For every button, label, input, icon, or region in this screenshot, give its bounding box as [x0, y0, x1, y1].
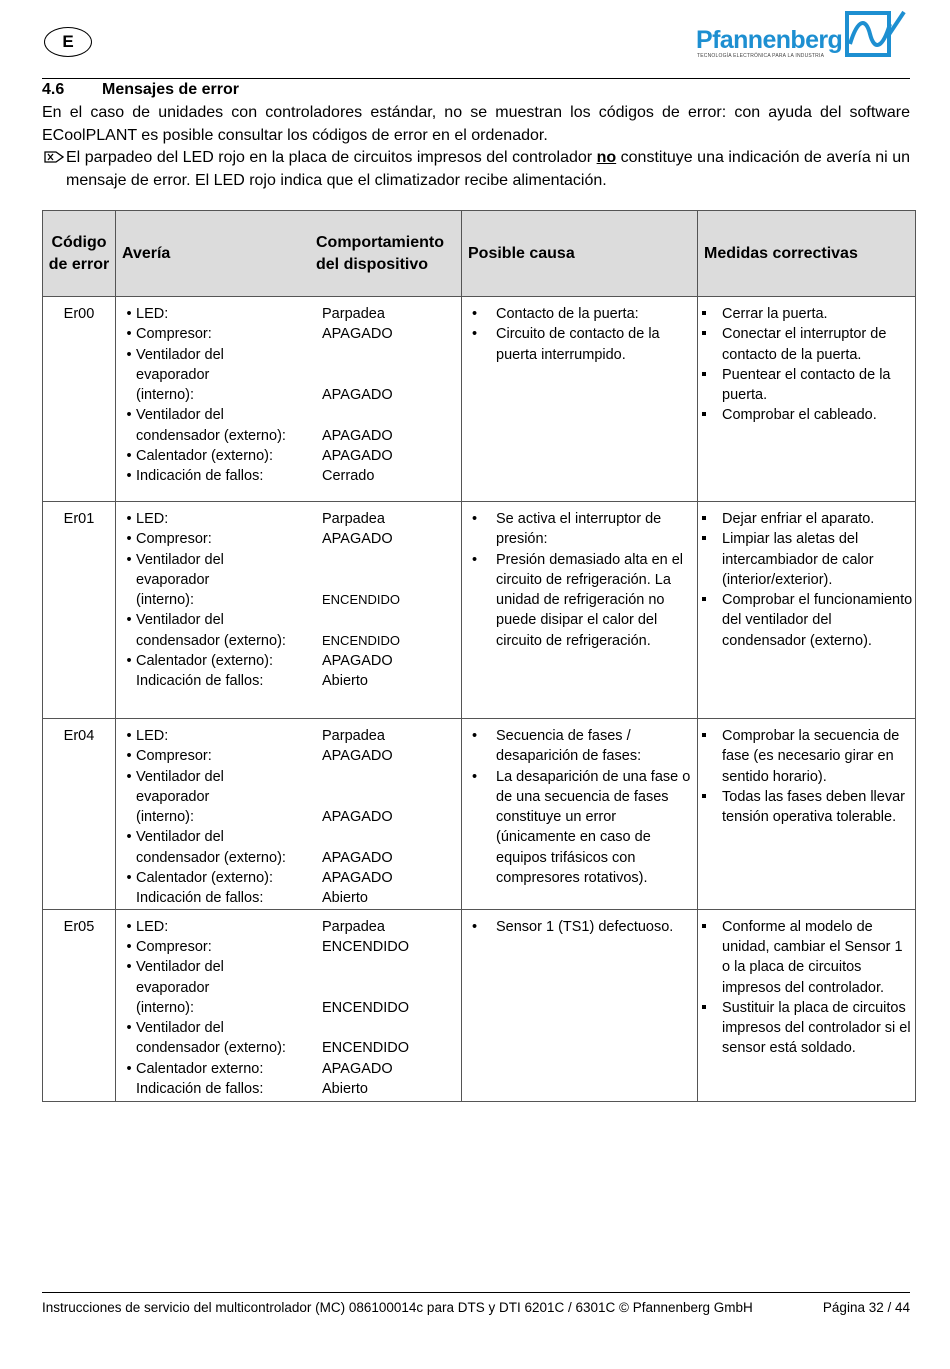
behavior-value	[318, 957, 458, 977]
remedy-item: Comprobar la secuencia de fase (es necesario girar en sentido horario).	[698, 726, 915, 787]
behavior-value: APAGADO	[322, 748, 393, 765]
behavior-value: APAGADO	[322, 326, 393, 343]
remedy-cell	[698, 909, 916, 1101]
fault-line: • LED:	[126, 306, 169, 322]
behavior-value	[318, 365, 458, 385]
fault-line: • Ventilador del	[126, 612, 224, 629]
behavior-value: APAGADO	[322, 870, 393, 887]
fault-line: evaporador	[136, 979, 210, 996]
fault-line: • Ventilador del	[126, 346, 224, 363]
pointing-hand-icon	[44, 150, 64, 164]
cause-item: • Contacto de la puerta:	[472, 304, 697, 324]
behavior-value	[318, 767, 458, 787]
fault-line: • Compresor:	[126, 531, 212, 548]
header-behavior: Comportamiento del dispositivo	[316, 233, 444, 273]
behavior-value	[318, 345, 458, 365]
behavior-value	[318, 610, 458, 630]
behavior-value	[318, 787, 458, 807]
fault-line: condensador (externo):	[136, 427, 286, 444]
behavior-value: Parpadea	[322, 511, 385, 527]
fault-line: condensador (externo):	[136, 1040, 286, 1057]
cause-cell	[462, 502, 698, 719]
fault-line: condensador (externo):	[136, 632, 286, 649]
fault-line: • Ventilador del	[126, 768, 224, 785]
table-row	[43, 297, 916, 502]
behavior-value	[318, 978, 458, 998]
remedy-item: Puentear el contacto de la puerta.	[698, 365, 915, 406]
fault-line: (interno):	[136, 999, 195, 1016]
cause-item: • La desaparición de una fase o de una secuencia de fases constituye un error (únicamente en caso de equipos trifásicos con compresores rotativos).	[472, 767, 697, 889]
note-emphasis: no	[596, 149, 617, 166]
fault-line: • Compresor:	[126, 748, 212, 765]
header-rule	[42, 78, 910, 79]
behavior-value	[318, 827, 458, 847]
fault-behavior-cell	[116, 502, 462, 719]
behavior-value: APAGADO	[322, 531, 393, 548]
fault-line: • Calentador (externo):	[126, 870, 274, 887]
behavior-value: APAGADO	[322, 653, 393, 670]
remedy-item: Limpiar las aletas del intercambiador de calor (interior/exterior).	[698, 529, 915, 590]
section-heading	[42, 81, 239, 99]
fault-line: • Ventilador del	[126, 551, 224, 568]
remedy-cell	[698, 502, 916, 719]
cause-item: • Sensor 1 (TS1) defectuoso.	[472, 917, 697, 937]
behavior-value: ENCENDIDO	[322, 632, 401, 648]
behavior-value: ENCENDIDO	[322, 592, 401, 608]
behavior-value: APAGADO	[322, 387, 393, 404]
section-title: Mensajes de error	[102, 81, 239, 98]
fault-line: • Compresor:	[126, 326, 212, 343]
fault-line: • Calentador (externo):	[126, 448, 274, 465]
section-number: 4.6	[42, 81, 65, 98]
fault-line: • Calentador (externo):	[126, 653, 274, 670]
header-fault-behavior	[116, 211, 462, 297]
remedy-item: Comprobar el funcionamiento del ventilador del condensador (externo).	[698, 590, 915, 651]
cause-item: • Se activa el interruptor de presión:	[472, 509, 697, 550]
header-code: Código de error	[43, 211, 116, 297]
fault-line: • Calentador externo:	[126, 1060, 264, 1077]
error-code: Er04	[43, 719, 116, 910]
cause-item: • Presión demasiado alta en el circuito de refrigeración. La unidad de refrigeración no puede disipar el calor del circuito de refrigeración.	[472, 550, 697, 651]
behavior-value	[318, 405, 458, 425]
fault-line: • LED:	[126, 918, 169, 935]
fault-line: • Ventilador del	[126, 829, 224, 846]
behavior-value	[318, 570, 458, 590]
error-code: Er00	[43, 297, 116, 502]
table-header-row	[43, 211, 916, 297]
fault-line: Indicación de fallos:	[136, 1081, 264, 1098]
behavior-value: ENCENDIDO	[322, 999, 410, 1016]
fault-line: • Ventilador del	[126, 407, 224, 424]
error-code: Er05	[43, 909, 116, 1101]
header-remedy: Medidas correctivas	[698, 211, 916, 297]
fault-line: condensador (externo):	[136, 849, 286, 866]
remedy-cell	[698, 297, 916, 502]
header-cause: Posible causa	[462, 211, 698, 297]
remedy-item: Sustituir la placa de circuitos impresos del controlador si el sensor está soldado.	[698, 998, 915, 1059]
fault-line: Indicación de fallos:	[136, 890, 264, 907]
behavior-value: APAGADO	[322, 427, 393, 444]
error-table	[42, 210, 916, 1102]
logo-wave-icon	[844, 10, 906, 58]
fault-line: • Ventilador del	[126, 959, 224, 976]
table-row	[43, 719, 916, 910]
behavior-value: Abierto	[322, 673, 368, 690]
language-badge: E	[44, 27, 92, 57]
logo-name: Pfannenberg	[696, 26, 843, 54]
behavior-value: Parpadea	[322, 306, 385, 322]
remedy-item: Comprobar el cableado.	[698, 405, 915, 425]
behavior-value: Abierto	[322, 890, 368, 907]
fault-line: evaporador	[136, 571, 210, 588]
fault-line: (interno):	[136, 387, 195, 404]
note-text-end: constituye una indicación de avería ni un mensaje de error. El LED rojo indica que el climatizador recibe alimentación.	[66, 149, 910, 189]
pfannenberg-logo	[694, 10, 914, 62]
fault-behavior-cell	[116, 297, 462, 502]
behavior-value: APAGADO	[322, 809, 393, 826]
behavior-value: ENCENDIDO	[322, 1040, 410, 1057]
behavior-value	[318, 550, 458, 570]
fault-line: evaporador	[136, 788, 210, 805]
fault-behavior-cell	[116, 909, 462, 1101]
fault-line: • LED:	[126, 728, 169, 744]
note-text-start: El parpadeo del LED rojo en la placa de circuitos impresos del controlador	[66, 149, 597, 166]
cause-item: • Circuito de contacto de la puerta interrumpido.	[472, 324, 697, 365]
fault-line: • Indicación de fallos:	[126, 468, 264, 485]
behavior-value: APAGADO	[322, 1060, 393, 1077]
logo-tagline: TECNOLOGÍA ELECTRÓNICA PARA LA INDUSTRIA	[697, 53, 825, 59]
header-fault: Avería	[122, 244, 171, 262]
note-paragraph	[42, 146, 910, 192]
behavior-value: Parpadea	[322, 728, 385, 744]
fault-behavior-cell	[116, 719, 462, 910]
remedy-item: Todas las fases deben llevar tensión operativa tolerable.	[698, 787, 915, 828]
behavior-value: Parpadea	[322, 918, 385, 935]
behavior-value: APAGADO	[322, 448, 393, 465]
remedy-item: Conforme al modelo de unidad, cambiar el Sensor 1 o la placa de circuitos impresos del controlador.	[698, 917, 915, 998]
intro-paragraph: En el caso de unidades con controladores estándar, no se muestran los códigos de error: con ayuda del software ECoolPLANT es posible consultar los códigos de error en el ordenador.	[42, 104, 910, 144]
behavior-value: Cerrado	[322, 468, 375, 485]
fault-line: (interno):	[136, 592, 195, 609]
cause-cell	[462, 297, 698, 502]
cause-item: • Secuencia de fases / desaparición de fases:	[472, 726, 697, 767]
fault-line: • LED:	[126, 511, 169, 527]
behavior-value: APAGADO	[322, 849, 393, 866]
cause-cell	[462, 719, 698, 910]
behavior-value: ENCENDIDO	[322, 938, 410, 955]
fault-line: (interno):	[136, 809, 195, 826]
table-row	[43, 909, 916, 1101]
remedy-item: Conectar el interruptor de contacto de la puerta.	[698, 324, 915, 365]
table-row	[43, 502, 916, 719]
error-code: Er01	[43, 502, 116, 719]
behavior-value: Abierto	[322, 1081, 368, 1098]
fault-line: • Compresor:	[126, 938, 212, 955]
fault-line: Indicación de fallos:	[136, 673, 264, 690]
remedy-cell	[698, 719, 916, 910]
fault-line: evaporador	[136, 366, 210, 383]
footer-document-info: Instrucciones de servicio del multicontrolador (MC) 086100014c para DTS y DTI 6201C / 6301C © Pfannenberg GmbH	[42, 1300, 753, 1315]
behavior-value	[318, 1018, 458, 1038]
remedy-item: Dejar enfriar el aparato.	[698, 509, 915, 529]
cause-cell	[462, 909, 698, 1101]
footer-page-number: Página 32 / 44	[822, 1300, 910, 1315]
footer-rule	[42, 1292, 910, 1293]
fault-line: • Ventilador del	[126, 1020, 224, 1037]
remedy-item: Cerrar la puerta.	[698, 304, 915, 324]
